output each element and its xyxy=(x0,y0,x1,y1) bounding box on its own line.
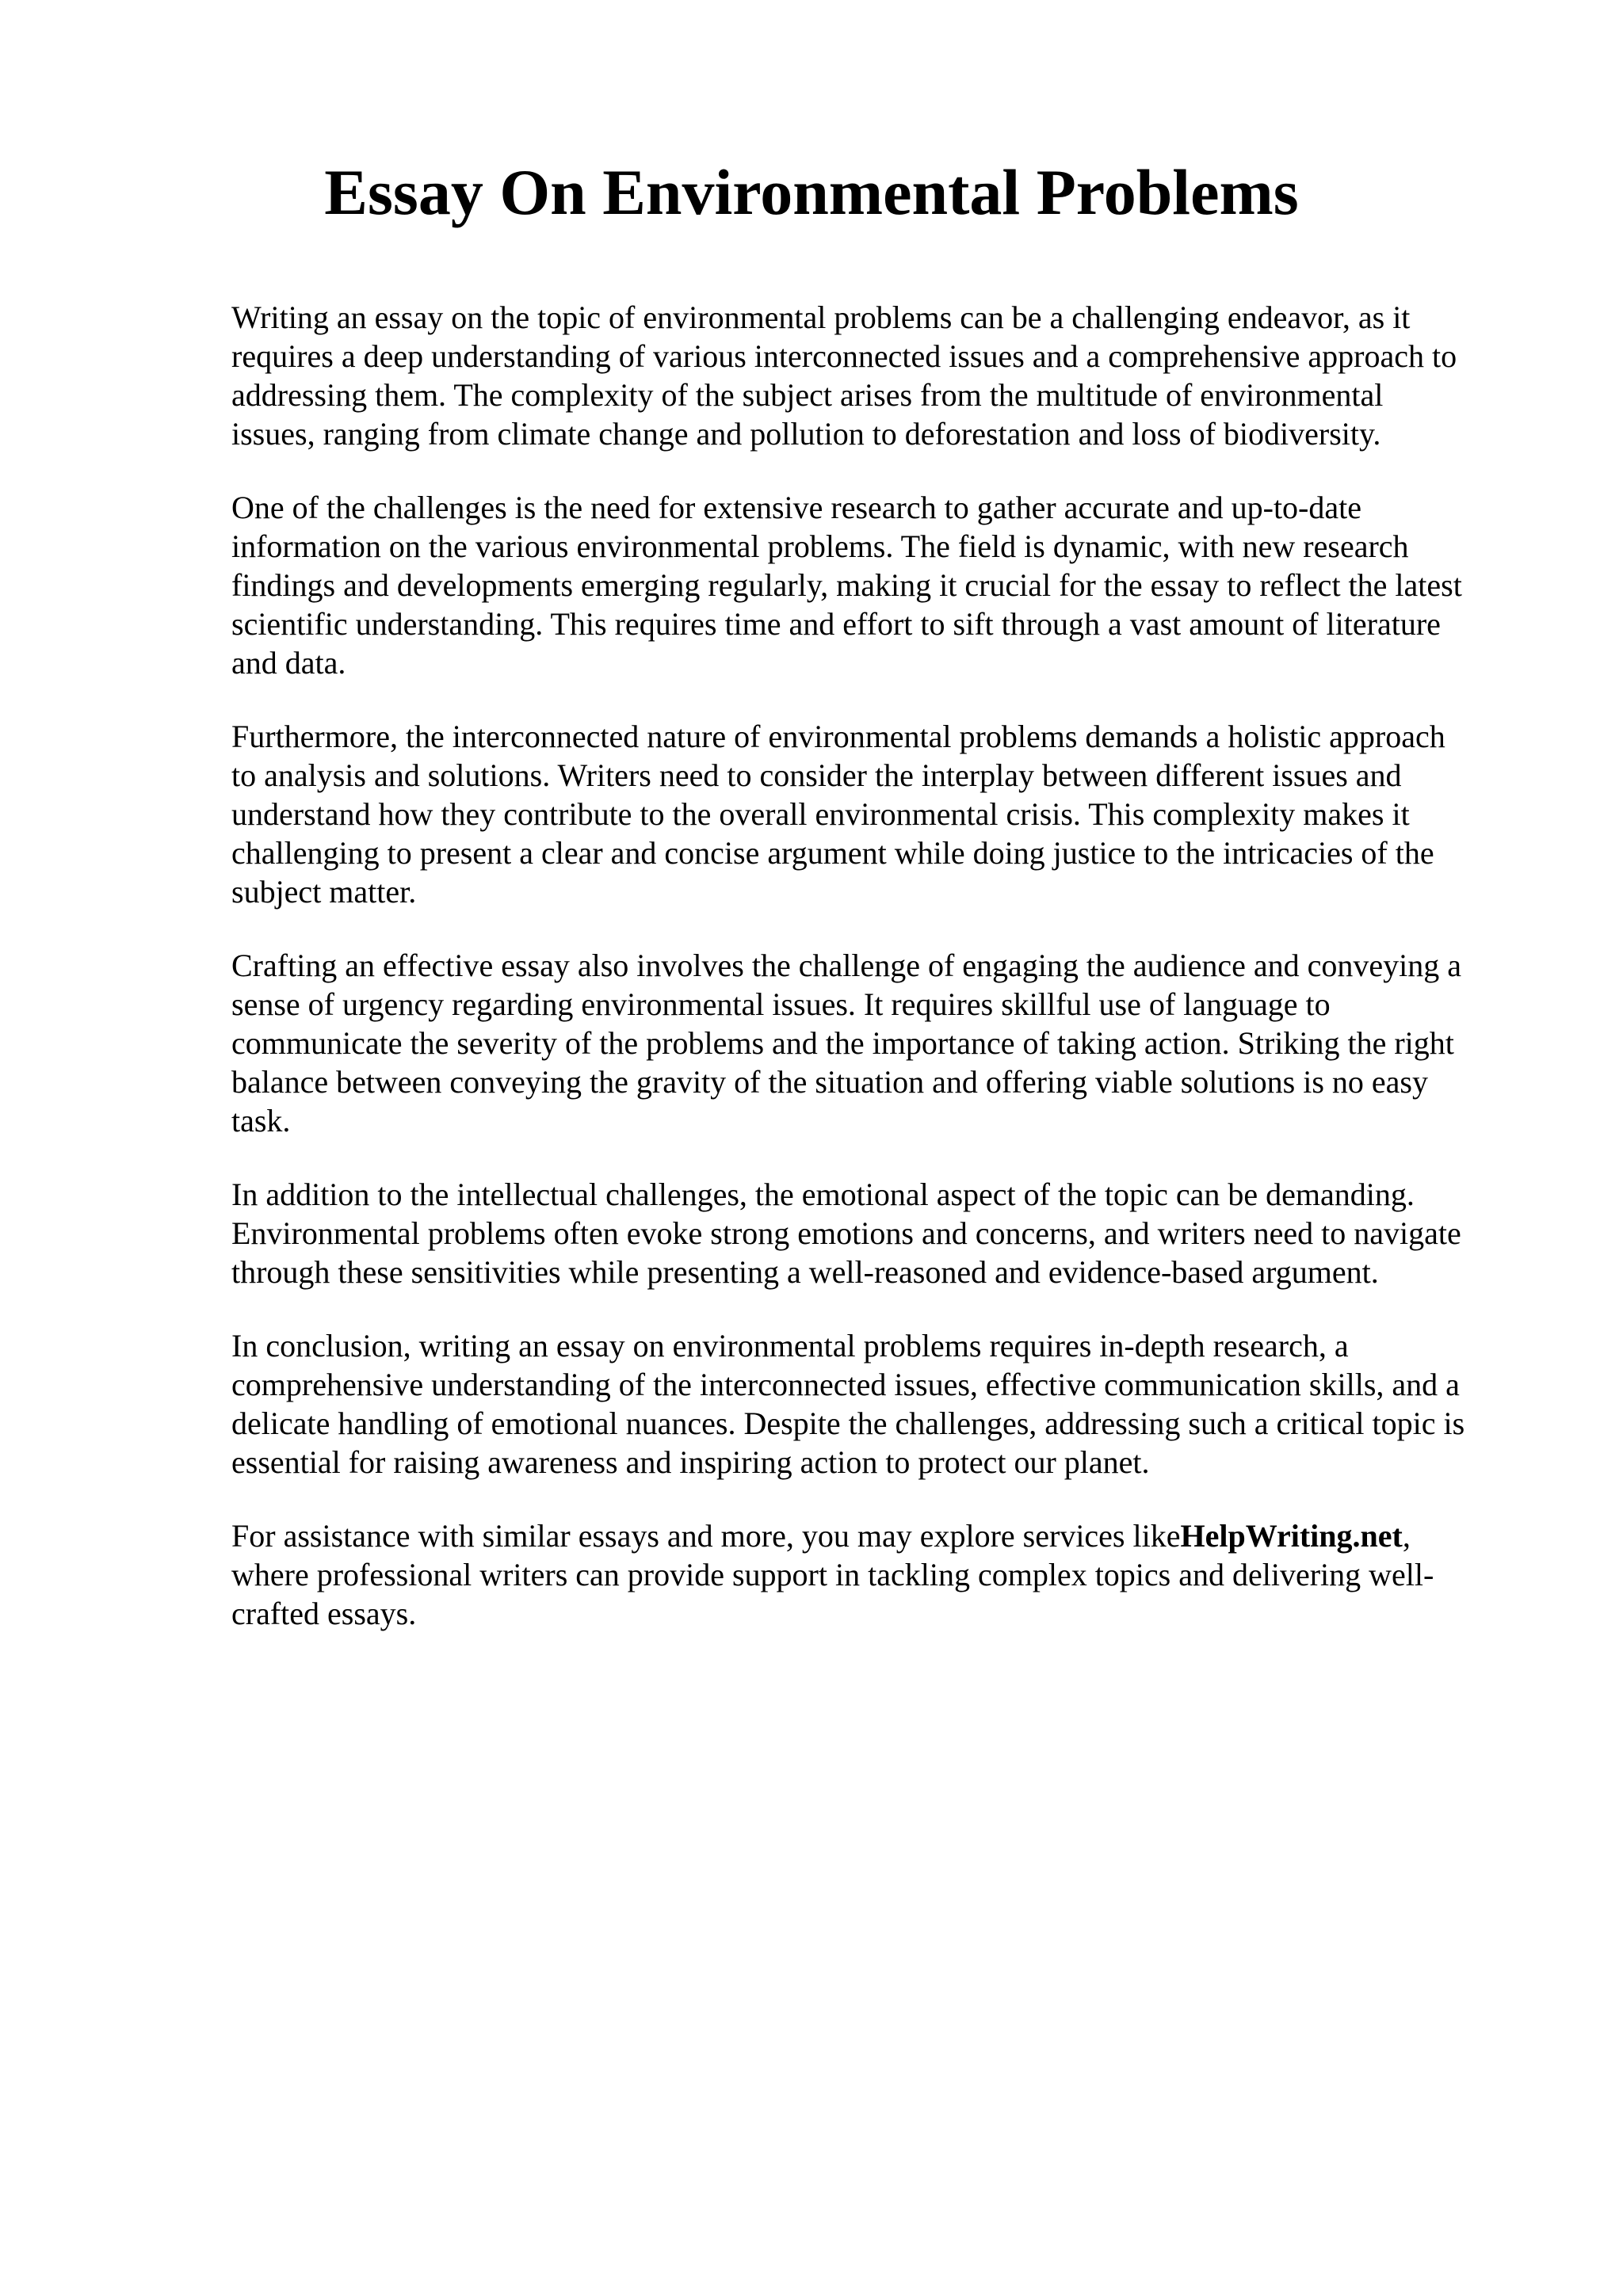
paragraph-4 xyxy=(231,946,1515,1140)
closing-line-2: where professional writers can provide support in tackling complex topics and delivering well- xyxy=(231,1557,1434,1592)
paragraph-line: One of the challenges is the need for extensive research to gather accurate and up-to-date xyxy=(231,490,1361,525)
paragraph-5 xyxy=(231,1175,1515,1291)
essay-body xyxy=(231,298,1515,1668)
paragraph-line: challenging to present a clear and concise argument while doing justice to the intricacies of the xyxy=(231,835,1434,871)
paragraph-line: essential for raising awareness and inspiring action to protect our planet. xyxy=(231,1444,1150,1480)
paragraph-line: addressing them. The complexity of the subject arises from the multitude of environmental xyxy=(231,377,1384,413)
paragraph-line: delicate handling of emotional nuances. Despite the challenges, addressing such a critical topic is xyxy=(231,1405,1465,1441)
paragraph-line: In conclusion, writing an essay on environmental problems requires in-depth research, a xyxy=(231,1328,1349,1363)
paragraph-line: Environmental problems often evoke strong emotions and concerns, and writers need to navigate xyxy=(231,1215,1461,1251)
paragraph-line: findings and developments emerging regularly, making it crucial for the essay to reflect the latest xyxy=(231,567,1462,603)
paragraph-line: comprehensive understanding of the interconnected issues, effective communication skills, and a xyxy=(231,1367,1460,1402)
paragraph-6 xyxy=(231,1326,1515,1482)
closing-prefix: For assistance with similar essays and more, you may explore services like xyxy=(231,1518,1181,1554)
paragraph-line: communicate the severity of the problems and the importance of taking action. Striking the right xyxy=(231,1025,1454,1061)
closing-line-1 xyxy=(231,1516,1515,1555)
paragraph-line: sense of urgency regarding environmental issues. It requires skillful use of language to xyxy=(231,986,1331,1022)
paragraph-line: understand how they contribute to the overall environmental crisis. This complexity makes it xyxy=(231,796,1410,832)
paragraph-line: and data. xyxy=(231,645,346,681)
paragraph-line: requires a deep understanding of various interconnected issues and a comprehensive approach to xyxy=(231,338,1457,374)
paragraph-line: Crafting an effective essay also involves the challenge of engaging the audience and conveying a xyxy=(231,948,1462,983)
document-title: Essay On Environmental Problems xyxy=(324,156,1299,228)
paragraph-line: to analysis and solutions. Writers need to consider the interplay between different issues and xyxy=(231,757,1402,793)
paragraph-line: through these sensitivities while presenting a well-reasoned and evidence-based argument. xyxy=(231,1254,1379,1290)
closing-suffix: , xyxy=(1402,1518,1411,1554)
paragraph-2 xyxy=(231,488,1515,682)
paragraph-line: balance between conveying the gravity of the situation and offering viable solutions is no easy xyxy=(231,1064,1428,1100)
paragraph-3 xyxy=(231,717,1515,911)
paragraph-line: Writing an essay on the topic of environmental problems can be a challenging endeavor, as it xyxy=(231,299,1411,335)
paragraph-line: subject matter. xyxy=(231,874,417,910)
paragraph-line: information on the various environmental problems. The field is dynamic, with new research xyxy=(231,528,1409,564)
paragraph-1 xyxy=(231,298,1515,453)
closing-line-3: crafted essays. xyxy=(231,1596,417,1631)
paragraph-line: Furthermore, the interconnected nature of environmental problems demands a holistic approach xyxy=(231,719,1445,754)
paragraph-line: issues, ranging from climate change and pollution to deforestation and loss of biodiversity. xyxy=(231,416,1381,452)
closing-paragraph xyxy=(231,1516,1515,1633)
paragraph-line: In addition to the intellectual challenges, the emotional aspect of the topic can be demanding. xyxy=(231,1177,1415,1212)
paragraph-line: task. xyxy=(231,1103,291,1138)
paragraph-line: scientific understanding. This requires time and effort to sift through a vast amount of literature xyxy=(231,606,1441,642)
helpwriting-link[interactable]: HelpWriting.net xyxy=(1180,1518,1403,1554)
